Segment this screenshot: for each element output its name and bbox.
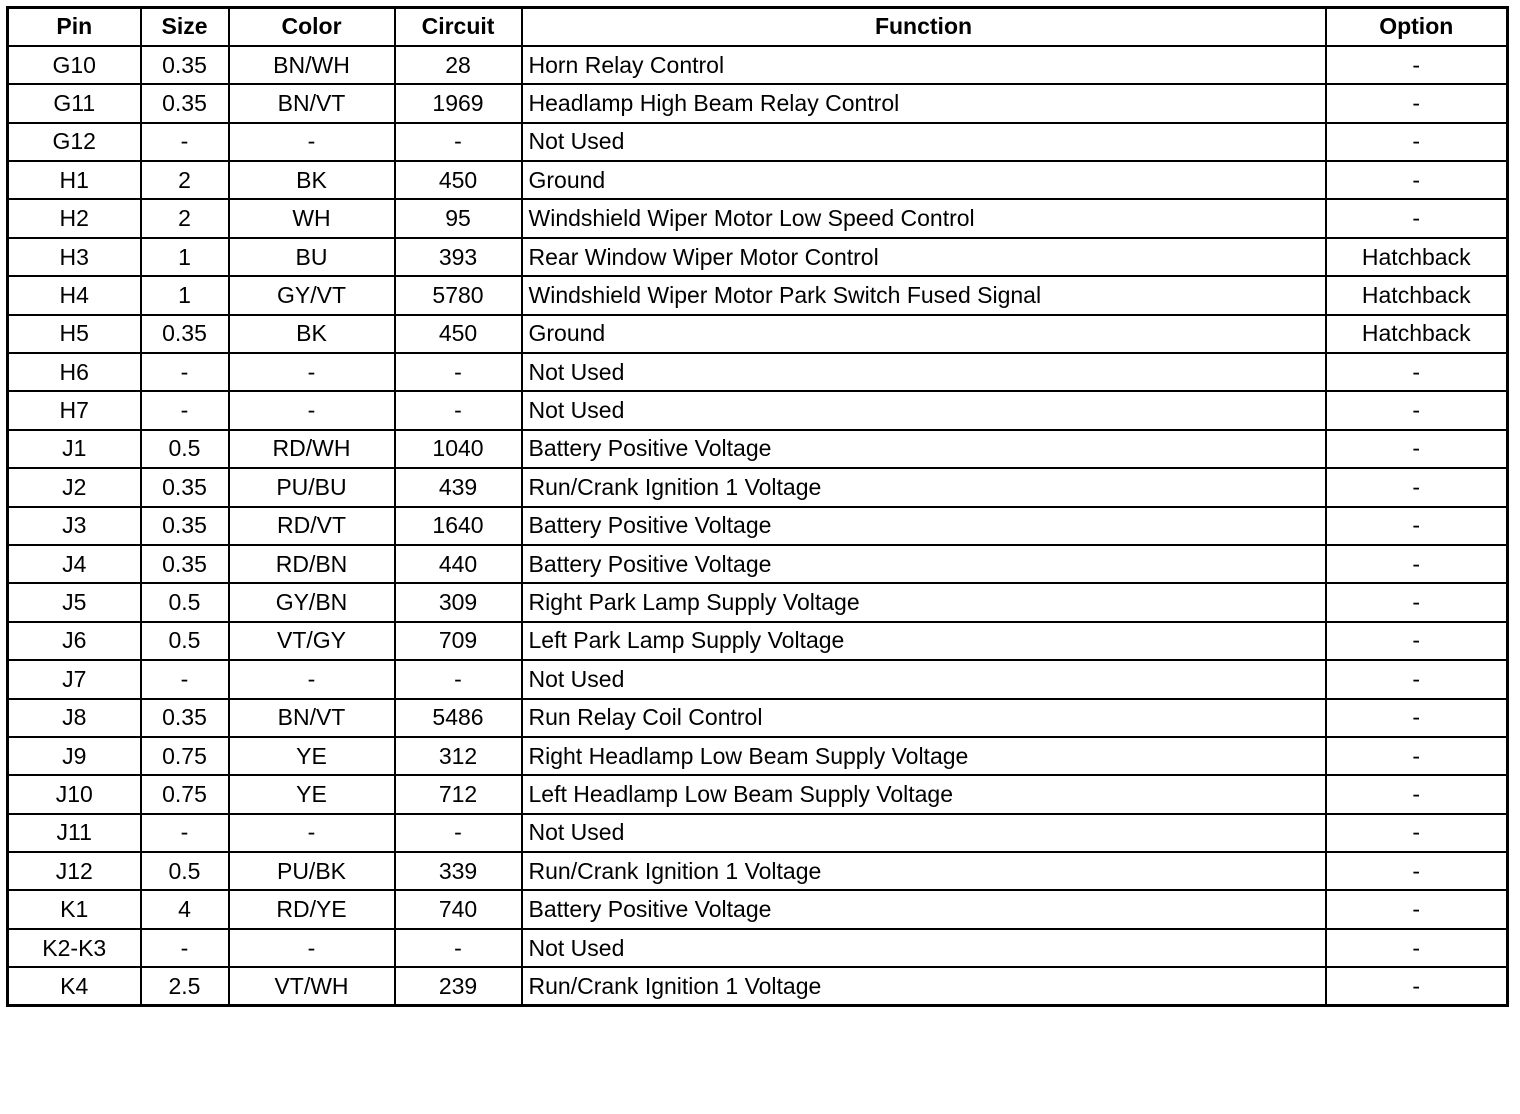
table-row [8,468,1508,506]
header-size: Size [141,8,229,46]
circuit-cell: 1640 [395,507,522,545]
size-cell: 2.5 [141,967,229,1005]
table-row [8,583,1508,621]
header-circuit: Circuit [395,8,522,46]
function-cell: Left Park Lamp Supply Voltage [522,622,1326,660]
option-cell: Hatchback [1326,315,1508,353]
pin-cell: H4 [8,276,141,314]
circuit-cell: 239 [395,967,522,1005]
circuit-cell: 450 [395,161,522,199]
function-cell: Not Used [522,929,1326,967]
header-function: Function [522,8,1326,46]
pin-cell: J11 [8,814,141,852]
color-cell: BU [229,238,395,276]
color-cell: VT/WH [229,967,395,1005]
option-cell: - [1326,84,1508,122]
table-row [8,814,1508,852]
color-cell: - [229,660,395,698]
pin-cell: J7 [8,660,141,698]
pin-cell: H5 [8,315,141,353]
color-cell: GY/BN [229,583,395,621]
color-cell: - [229,391,395,429]
color-cell: RD/BN [229,545,395,583]
function-cell: Horn Relay Control [522,46,1326,84]
pin-cell: J6 [8,622,141,660]
table-row [8,660,1508,698]
size-cell: 2 [141,161,229,199]
option-cell: - [1326,583,1508,621]
option-cell: - [1326,967,1508,1005]
color-cell: BK [229,161,395,199]
header-color: Color [229,8,395,46]
circuit-cell: - [395,660,522,698]
circuit-cell: - [395,391,522,429]
pin-cell: J4 [8,545,141,583]
header-option: Option [1326,8,1508,46]
pin-cell: H3 [8,238,141,276]
function-cell: Battery Positive Voltage [522,545,1326,583]
function-cell: Run/Crank Ignition 1 Voltage [522,852,1326,890]
pin-cell: K4 [8,967,141,1005]
circuit-cell: 312 [395,737,522,775]
table-row [8,929,1508,967]
color-cell: BK [229,315,395,353]
size-cell: - [141,353,229,391]
circuit-cell: 5486 [395,699,522,737]
table-header [8,8,1508,46]
pin-cell: J12 [8,852,141,890]
option-cell: - [1326,430,1508,468]
color-cell: - [229,123,395,161]
circuit-cell: - [395,123,522,161]
size-cell: 1 [141,276,229,314]
option-cell: Hatchback [1326,276,1508,314]
option-cell: - [1326,737,1508,775]
color-cell: - [229,929,395,967]
color-cell: BN/VT [229,699,395,737]
size-cell: 0.35 [141,468,229,506]
table-row [8,353,1508,391]
circuit-cell: 95 [395,199,522,237]
circuit-cell: 709 [395,622,522,660]
color-cell: RD/YE [229,890,395,928]
size-cell: 0.75 [141,775,229,813]
option-cell: - [1326,123,1508,161]
option-cell: - [1326,622,1508,660]
option-cell: - [1326,852,1508,890]
pin-cell: J1 [8,430,141,468]
pin-cell: G11 [8,84,141,122]
option-cell: - [1326,46,1508,84]
table-row [8,315,1508,353]
circuit-cell: 1040 [395,430,522,468]
pin-cell: H1 [8,161,141,199]
function-cell: Windshield Wiper Motor Low Speed Control [522,199,1326,237]
function-cell: Ground [522,315,1326,353]
circuit-cell: 740 [395,890,522,928]
size-cell: 0.5 [141,622,229,660]
size-cell: 0.5 [141,430,229,468]
color-cell: PU/BK [229,852,395,890]
pin-cell: J8 [8,699,141,737]
option-cell: - [1326,660,1508,698]
function-cell: Run/Crank Ignition 1 Voltage [522,468,1326,506]
function-cell: Not Used [522,814,1326,852]
size-cell: - [141,391,229,429]
function-cell: Not Used [522,660,1326,698]
table-row [8,123,1508,161]
table-row [8,699,1508,737]
function-cell: Battery Positive Voltage [522,430,1326,468]
header-row [8,8,1508,46]
option-cell: - [1326,468,1508,506]
function-cell: Left Headlamp Low Beam Supply Voltage [522,775,1326,813]
function-cell: Battery Positive Voltage [522,507,1326,545]
color-cell: BN/VT [229,84,395,122]
table-row [8,391,1508,429]
color-cell: YE [229,775,395,813]
pin-cell: G12 [8,123,141,161]
table-row [8,199,1508,237]
size-cell: 0.5 [141,852,229,890]
size-cell: 4 [141,890,229,928]
pin-cell: H6 [8,353,141,391]
table-row [8,238,1508,276]
pin-cell: J10 [8,775,141,813]
option-cell: - [1326,699,1508,737]
option-cell: - [1326,161,1508,199]
option-cell: - [1326,507,1508,545]
color-cell: PU/BU [229,468,395,506]
table-row [8,161,1508,199]
option-cell: - [1326,929,1508,967]
option-cell: - [1326,890,1508,928]
option-cell: - [1326,775,1508,813]
table-row [8,775,1508,813]
option-cell: - [1326,199,1508,237]
table-row [8,46,1508,84]
pin-cell: H7 [8,391,141,429]
circuit-cell: 450 [395,315,522,353]
header-pin: Pin [8,8,141,46]
circuit-cell: - [395,353,522,391]
color-cell: GY/VT [229,276,395,314]
size-cell: 0.75 [141,737,229,775]
pin-cell: K1 [8,890,141,928]
pin-cell: J2 [8,468,141,506]
option-cell: - [1326,545,1508,583]
size-cell: 0.35 [141,699,229,737]
function-cell: Run Relay Coil Control [522,699,1326,737]
size-cell: - [141,660,229,698]
function-cell: Not Used [522,391,1326,429]
circuit-cell: 1969 [395,84,522,122]
size-cell: 2 [141,199,229,237]
color-cell: - [229,814,395,852]
size-cell: 1 [141,238,229,276]
size-cell: 0.35 [141,507,229,545]
color-cell: BN/WH [229,46,395,84]
size-cell: - [141,929,229,967]
function-cell: Not Used [522,123,1326,161]
table-row [8,622,1508,660]
size-cell: - [141,123,229,161]
function-cell: Headlamp High Beam Relay Control [522,84,1326,122]
table-row [8,84,1508,122]
function-cell: Windshield Wiper Motor Park Switch Fused Signal [522,276,1326,314]
function-cell: Ground [522,161,1326,199]
table-row [8,890,1508,928]
table-row [8,545,1508,583]
circuit-cell: 5780 [395,276,522,314]
color-cell: VT/GY [229,622,395,660]
table-row [8,507,1508,545]
option-cell: - [1326,391,1508,429]
pin-cell: J3 [8,507,141,545]
color-cell: RD/VT [229,507,395,545]
circuit-cell: 28 [395,46,522,84]
function-cell: Not Used [522,353,1326,391]
size-cell: 0.5 [141,583,229,621]
size-cell: 0.35 [141,545,229,583]
color-cell: - [229,353,395,391]
function-cell: Right Headlamp Low Beam Supply Voltage [522,737,1326,775]
function-cell: Right Park Lamp Supply Voltage [522,583,1326,621]
pin-cell: K2-K3 [8,929,141,967]
color-cell: YE [229,737,395,775]
option-cell: - [1326,353,1508,391]
function-cell: Run/Crank Ignition 1 Voltage [522,967,1326,1005]
table-row [8,276,1508,314]
size-cell: - [141,814,229,852]
option-cell: - [1326,814,1508,852]
table-row [8,737,1508,775]
table-row [8,967,1508,1005]
function-cell: Battery Positive Voltage [522,890,1326,928]
pin-cell: J9 [8,737,141,775]
table-row [8,430,1508,468]
option-cell: Hatchback [1326,238,1508,276]
size-cell: 0.35 [141,84,229,122]
size-cell: 0.35 [141,46,229,84]
circuit-cell: 393 [395,238,522,276]
pin-cell: H2 [8,199,141,237]
function-cell: Rear Window Wiper Motor Control [522,238,1326,276]
circuit-cell: 339 [395,852,522,890]
circuit-cell: 440 [395,545,522,583]
circuit-cell: 439 [395,468,522,506]
pin-cell: G10 [8,46,141,84]
connector-pinout-table [6,6,1509,1007]
circuit-cell: 309 [395,583,522,621]
pin-cell: J5 [8,583,141,621]
size-cell: 0.35 [141,315,229,353]
circuit-cell: 712 [395,775,522,813]
circuit-cell: - [395,929,522,967]
color-cell: RD/WH [229,430,395,468]
circuit-cell: - [395,814,522,852]
table-row [8,852,1508,890]
color-cell: WH [229,199,395,237]
table-body [8,46,1508,1006]
